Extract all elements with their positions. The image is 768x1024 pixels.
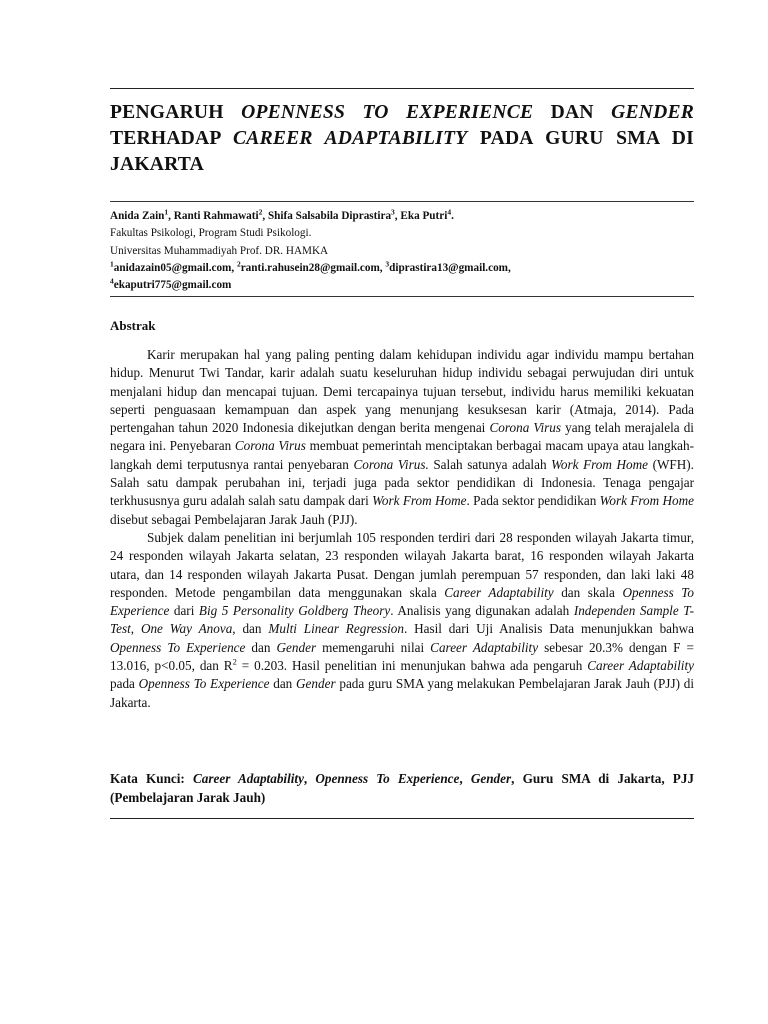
abstract-body xyxy=(110,346,694,712)
text-run: dan xyxy=(245,639,277,655)
text-run: = 0.203. Hasil penelitian ini menunjukan bahwa ada pengaruh xyxy=(236,658,588,674)
text-run: Corona Virus. xyxy=(353,456,429,472)
title-line-2: TERHADAP CAREER ADAPTABILITY PADA GURU SMA DI xyxy=(110,128,694,149)
text-run: dan xyxy=(269,676,297,692)
text-run: Gender xyxy=(276,639,317,655)
text-run: , xyxy=(303,771,316,786)
keywords xyxy=(110,769,694,807)
authors-bottom-rule xyxy=(110,296,694,297)
text-run: Work From Home xyxy=(599,493,694,509)
author-university: Universitas Muhammadiyah Prof. DR. HAMKA xyxy=(110,244,329,257)
author-emails-2: $^4$ekaputri775@gmail.com xyxy=(110,276,232,292)
text-run: 2 xyxy=(232,656,237,667)
text-run: Corona Virus xyxy=(234,438,306,454)
text-run: sebesar 20.3% dengan F = 13.016, p<0.05, dan R xyxy=(110,639,694,674)
text-run: , xyxy=(130,621,141,637)
author-block xyxy=(110,208,694,294)
text-run: (WFH). Salah satu dampak perubahan ini, terjadi juga pada sektor pendidikan di Indonesia. Tenaga pengajar terkhususnya guru adalah salah satu dampak dari xyxy=(110,456,694,509)
text-run: Career Adaptability xyxy=(192,771,304,786)
text-run: . Hasil dari Uji Analisis Data menunjukkan bahwa xyxy=(403,621,695,637)
author-faculty: Fakultas Psikologi, Program Studi Psikologi. xyxy=(110,227,312,240)
text-run: Work From Home xyxy=(551,456,648,472)
author-names: Anida Zain$^1$, Ranti Rahmawati$^2$, Shifa Salsabila Diprastira$^3$, Eka Putri$^4$. xyxy=(110,207,454,222)
text-run: Salah satunya adalah xyxy=(428,456,552,472)
text-run: . Pada sektor pendidikan xyxy=(466,493,600,509)
abstract-paragraph-2 xyxy=(110,529,694,712)
email-link[interactable]: diprastira13@gmail.com xyxy=(389,261,508,274)
paper-title xyxy=(110,100,694,178)
text-run: Corona Virus xyxy=(489,420,562,436)
bottom-rule xyxy=(110,818,694,819)
text-run: Kata Kunci: xyxy=(110,771,193,786)
text-run: Openness To Experience xyxy=(110,639,246,655)
title-line-3: JAKARTA xyxy=(110,154,204,175)
author-name: Anida Zain xyxy=(110,210,165,222)
top-rule xyxy=(110,88,694,89)
text-run: memengaruhi nilai xyxy=(316,639,431,655)
email-link[interactable]: ekaputri775@gmail.com xyxy=(113,279,232,292)
text-run: Karir merupakan hal yang paling penting dalam kehidupan individu agar individu mampu bertahan hidup. Menurut Twi Tandar, karir adalah suatu keseluruhan hidup individu sebagai perwujudan diri untuk menjalani hidup dan mencapai tujuan. Demi tercapainya tujuan tersebut, individu harus memiliki kekuatan seperti penguasaan kemampuan dan aspek yang menunjang kesuksesan karir (Atmaja, 2014). Pada pertengahan tahun 2020 Indonesia dikejutkan dengan berita mengenai xyxy=(110,347,694,436)
text-run: Gender xyxy=(296,676,336,692)
author-name: Eka Putri xyxy=(400,210,448,222)
text-run: dari xyxy=(169,603,199,619)
author-emails: $^1$anidazain05@gmail.com, $^2$ranti.rahusein28@gmail.com, $^3$diprastira13@gmail.com, xyxy=(110,259,511,274)
text-run: , xyxy=(459,771,471,786)
email-link[interactable]: ranti.rahusein28@gmail.com xyxy=(240,261,380,274)
text-run: yang telah merajalela di negara ini. Penyebaran xyxy=(110,420,694,454)
text-run: pada guru SMA yang melakukan Pembelajaran Jarak Jauh (PJJ) di Jakarta. xyxy=(110,676,694,710)
text-run: Independen Sample T-Test xyxy=(110,603,694,637)
text-run: Career Adaptability xyxy=(430,639,539,655)
author-name: Shifa Salsabila Diprastira xyxy=(267,210,392,222)
abstract-paragraph-1 xyxy=(110,346,694,529)
title-bottom-rule xyxy=(110,201,694,202)
title-line-1: PENGARUH OPENNESS TO EXPERIENCE DAN GENDER xyxy=(110,102,694,123)
text-run: Gender xyxy=(470,771,512,786)
text-run: Openness To Experience xyxy=(315,771,460,786)
text-run: Multi Linear Regression xyxy=(268,621,404,637)
text-run: Career Adaptability xyxy=(587,658,694,674)
author-name: Ranti Rahmawati xyxy=(173,210,259,222)
text-run: disebut sebagai Pembelajaran Jarak Jauh (PJJ). xyxy=(110,511,358,527)
text-run: Openness To Experience xyxy=(110,584,694,619)
email-link[interactable]: anidazain05@gmail.com xyxy=(113,261,232,274)
text-run: pada xyxy=(110,676,139,692)
text-run: , Guru SMA di Jakarta, PJJ (Pembelajaran Jarak Jauh) xyxy=(110,771,695,805)
abstract-heading: Abstrak xyxy=(110,318,156,333)
text-run: Big 5 Personality Goldberg Theory xyxy=(198,603,391,619)
text-run: Openness To Experience xyxy=(138,676,270,692)
text-run: , dan xyxy=(232,621,269,637)
text-run: Work From Home xyxy=(372,493,467,509)
text-run: dan skala xyxy=(553,584,623,600)
text-run: Career Adaptability xyxy=(444,584,554,600)
text-run: One Way Anova xyxy=(140,621,233,637)
text-run: membuat pemerintah menciptakan berbagai macam upaya atau langkah-langkah demi terputusnya rantai penyebaran xyxy=(110,438,694,472)
text-run: . Analisis yang digunakan adalah xyxy=(390,603,574,619)
text-run: Subjek dalam penelitian ini berjumlah 105 responden terdiri dari 28 responden wilayah Jakarta timur, 24 responden wilayah Jakarta selatan, 23 responden wilayah Jakarta barat, 16 responden wilayah Jakarta utara, dan 14 responden wilayah Jakarta Pusat. Dengan jumlah perempuan 57 responden, dan laki laki 48 responden. Metode pengambilan data menggunakan skala xyxy=(110,529,694,600)
